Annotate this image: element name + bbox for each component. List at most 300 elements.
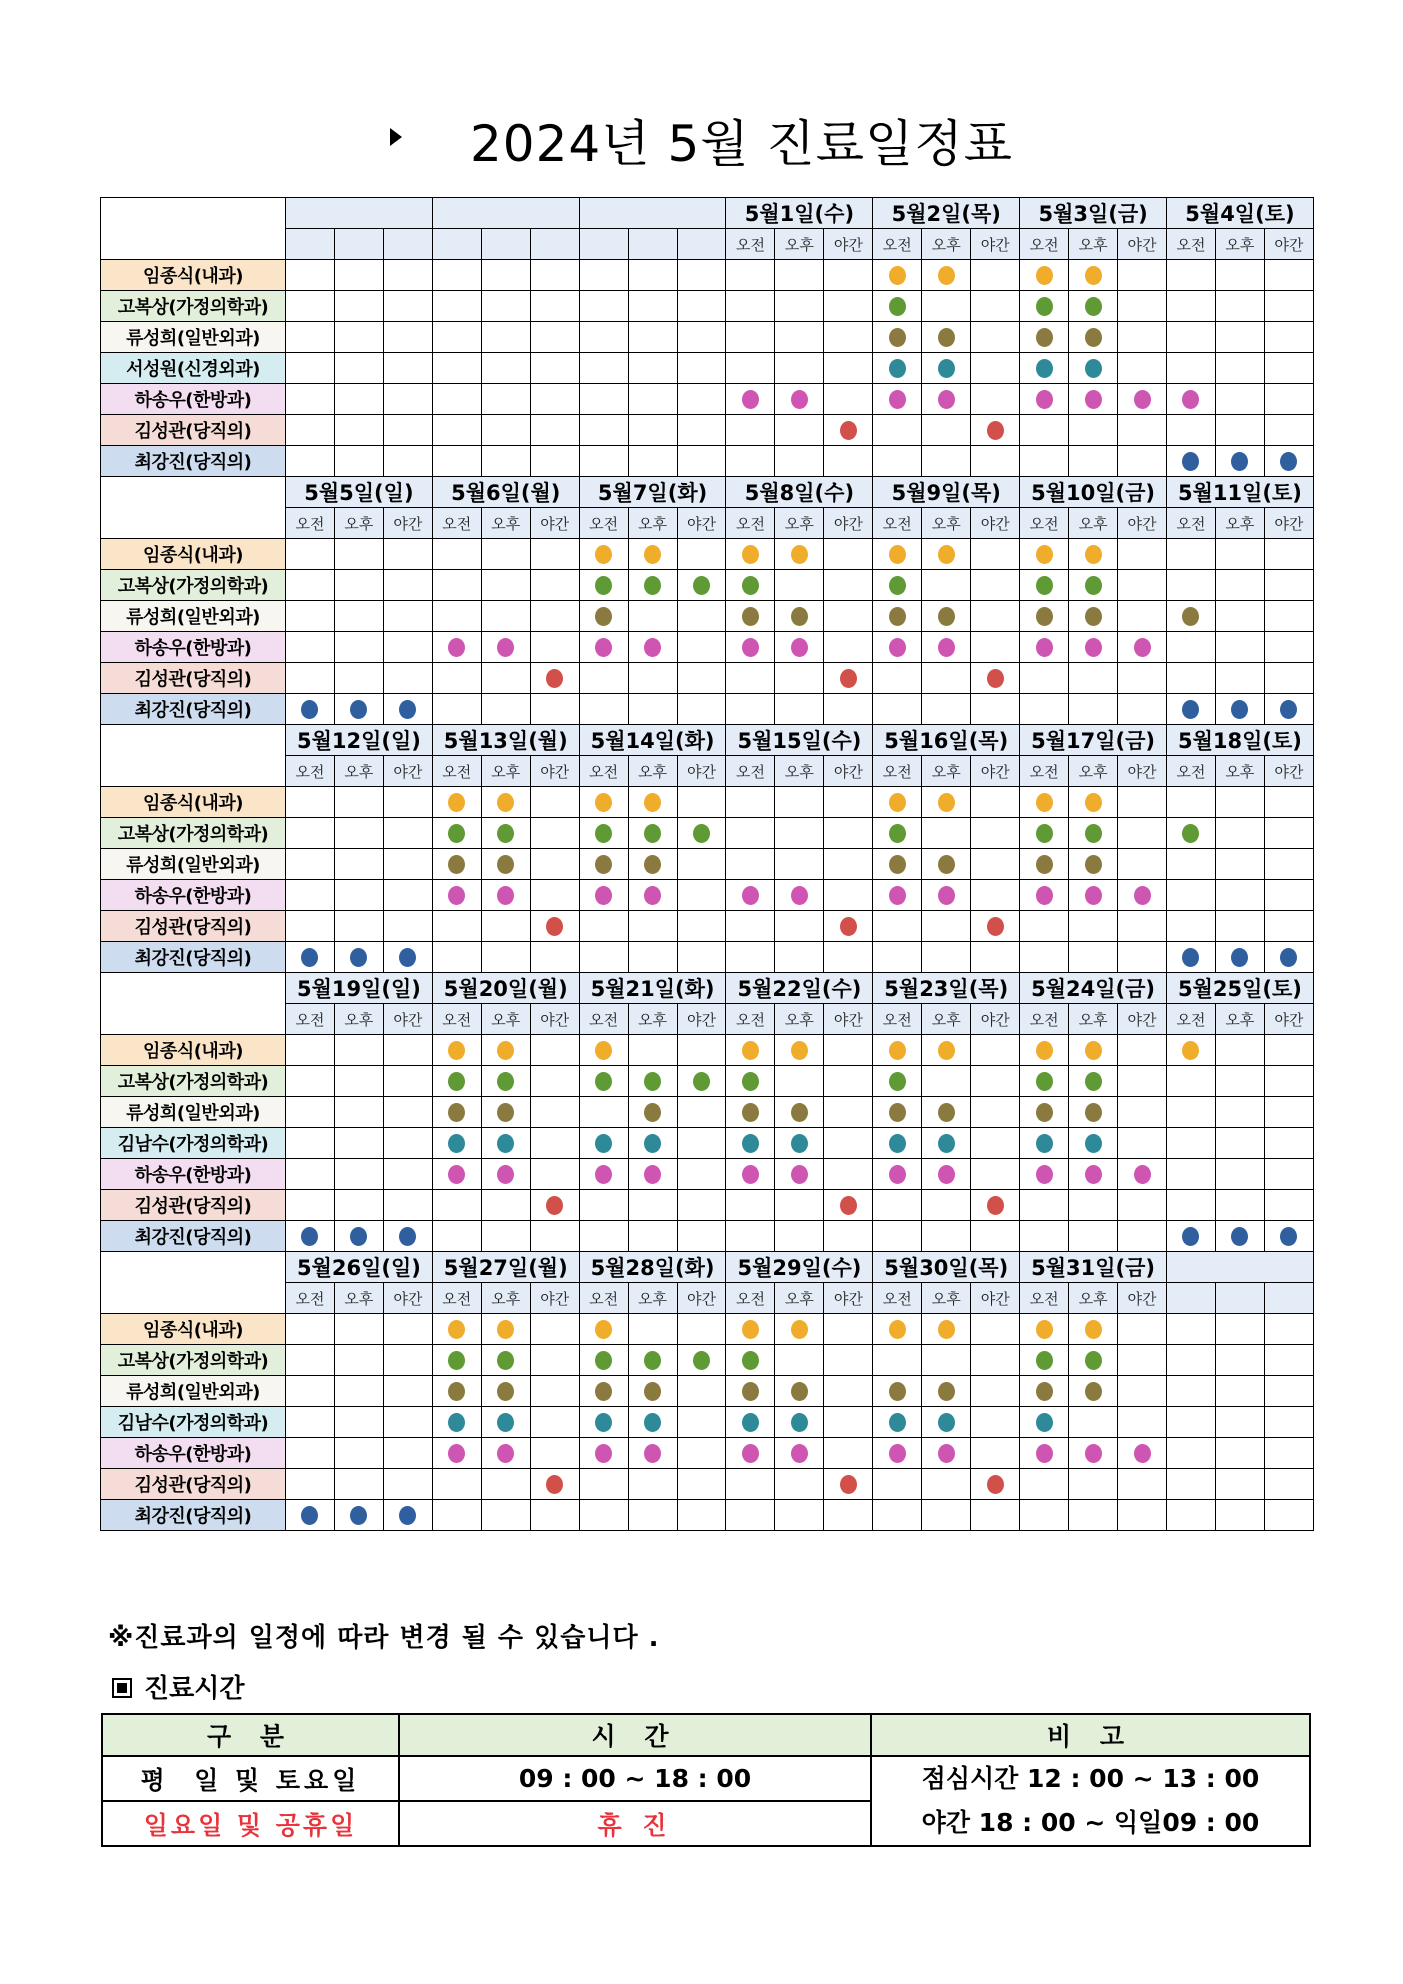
schedule-cell bbox=[775, 911, 824, 942]
on-duty-dot-icon bbox=[889, 359, 906, 378]
schedule-cell bbox=[1020, 1035, 1069, 1066]
schedule-cell bbox=[824, 849, 873, 880]
doctor-row bbox=[101, 1345, 1314, 1376]
schedule-cell bbox=[1118, 1469, 1167, 1500]
schedule-cell bbox=[383, 570, 432, 601]
schedule-cell bbox=[286, 694, 335, 725]
schedule-cell bbox=[922, 1221, 971, 1252]
on-duty-dot-icon bbox=[595, 824, 612, 843]
schedule-cell bbox=[873, 1376, 922, 1407]
schedule-cell bbox=[579, 291, 628, 322]
on-duty-dot-icon bbox=[497, 1444, 514, 1463]
doctor-row bbox=[101, 601, 1314, 632]
on-duty-dot-icon bbox=[595, 1320, 612, 1339]
on-duty-dot-icon bbox=[1036, 1320, 1053, 1339]
schedule-cell bbox=[383, 1221, 432, 1252]
on-duty-dot-icon bbox=[889, 638, 906, 657]
schedule-cell bbox=[1020, 570, 1069, 601]
schedule-cell bbox=[628, 632, 677, 663]
on-duty-dot-icon bbox=[595, 1444, 612, 1463]
schedule-cell bbox=[971, 260, 1020, 291]
on-duty-dot-icon bbox=[448, 1444, 465, 1463]
schedule-cell bbox=[775, 260, 824, 291]
schedule-cell bbox=[873, 1221, 922, 1252]
slot-header: 오후 bbox=[1069, 508, 1118, 539]
doctor-name: 하송우(한방과) bbox=[101, 1438, 286, 1469]
schedule-cell bbox=[1020, 849, 1069, 880]
doctor-row bbox=[101, 446, 1314, 477]
slot-header: 야간 bbox=[677, 1004, 726, 1035]
schedule-cell bbox=[677, 353, 726, 384]
schedule-cell bbox=[579, 663, 628, 694]
on-duty-dot-icon bbox=[497, 855, 514, 874]
schedule-cell bbox=[1167, 663, 1216, 694]
schedule-cell bbox=[286, 539, 335, 570]
schedule-cell bbox=[579, 1314, 628, 1345]
doctor-name: 류성희(일반외과) bbox=[101, 1376, 286, 1407]
on-duty-dot-icon bbox=[938, 638, 955, 657]
slot-header bbox=[579, 229, 628, 260]
schedule-cell bbox=[1118, 1159, 1167, 1190]
schedule-cell bbox=[579, 1097, 628, 1128]
on-duty-dot-icon bbox=[1036, 1134, 1053, 1153]
day-header: 5월4일(토) bbox=[1167, 198, 1314, 229]
schedule-cell bbox=[677, 291, 726, 322]
schedule-cell bbox=[1118, 1407, 1167, 1438]
day-header: 5월21일(화) bbox=[579, 973, 726, 1004]
schedule-cell bbox=[726, 942, 775, 973]
schedule-cell bbox=[971, 1221, 1020, 1252]
schedule-cell bbox=[824, 818, 873, 849]
on-duty-dot-icon bbox=[889, 1165, 906, 1184]
on-duty-dot-icon bbox=[938, 855, 955, 874]
holiday-time: 휴 진 bbox=[399, 1801, 871, 1846]
schedule-cell bbox=[1167, 291, 1216, 322]
schedule-cell bbox=[922, 446, 971, 477]
on-duty-dot-icon bbox=[644, 1134, 661, 1153]
on-duty-dot-icon bbox=[1036, 1351, 1053, 1370]
schedule-cell bbox=[432, 260, 481, 291]
on-duty-dot-icon bbox=[1134, 638, 1151, 657]
schedule-cell bbox=[726, 1469, 775, 1500]
day-header: 5월31일(금) bbox=[1020, 1252, 1167, 1283]
slot-header bbox=[334, 229, 383, 260]
schedule-cell bbox=[677, 601, 726, 632]
on-duty-dot-icon bbox=[791, 545, 808, 564]
schedule-cell bbox=[1215, 1345, 1264, 1376]
on-duty-dot-icon bbox=[595, 1382, 612, 1401]
schedule-cell bbox=[432, 539, 481, 570]
schedule-cell bbox=[971, 1407, 1020, 1438]
schedule-cell bbox=[481, 446, 530, 477]
schedule-cell bbox=[1118, 291, 1167, 322]
schedule-cell bbox=[1118, 415, 1167, 446]
schedule-cell bbox=[824, 353, 873, 384]
schedule-cell bbox=[1118, 1221, 1167, 1252]
schedule-cell bbox=[726, 787, 775, 818]
schedule-cell bbox=[628, 446, 677, 477]
schedule-cell bbox=[1215, 322, 1264, 353]
schedule-cell bbox=[334, 353, 383, 384]
schedule-cell bbox=[726, 1128, 775, 1159]
schedule-cell bbox=[334, 1035, 383, 1066]
doctor-row bbox=[101, 353, 1314, 384]
schedule-cell bbox=[1264, 415, 1313, 446]
schedule-cell bbox=[1118, 1035, 1167, 1066]
schedule-cell bbox=[1167, 818, 1216, 849]
schedule-cell bbox=[1215, 1097, 1264, 1128]
schedule-cell bbox=[726, 911, 775, 942]
header-corner bbox=[101, 973, 286, 1035]
schedule-cell bbox=[530, 353, 579, 384]
schedule-cell bbox=[1069, 1407, 1118, 1438]
slot-header: 오전 bbox=[1020, 756, 1069, 787]
schedule-cell bbox=[286, 1345, 335, 1376]
doctor-name: 최강진(당직의) bbox=[101, 446, 286, 477]
schedule-cell bbox=[1264, 1345, 1313, 1376]
slot-header: 야간 bbox=[971, 229, 1020, 260]
on-duty-dot-icon bbox=[840, 1196, 857, 1215]
schedule-cell bbox=[1020, 1469, 1069, 1500]
slot-header: 오후 bbox=[775, 1283, 824, 1314]
schedule-cell bbox=[824, 663, 873, 694]
on-duty-dot-icon bbox=[889, 390, 906, 409]
header-category: 구 분 bbox=[102, 1714, 399, 1756]
schedule-cell bbox=[873, 694, 922, 725]
day-header: 5월8일(수) bbox=[726, 477, 873, 508]
schedule-cell bbox=[1069, 260, 1118, 291]
day-header: 5월7일(화) bbox=[579, 477, 726, 508]
day-header: 5월12일(일) bbox=[286, 725, 433, 756]
doctor-row bbox=[101, 539, 1314, 570]
schedule-cell bbox=[1264, 1035, 1313, 1066]
slot-header: 야간 bbox=[971, 1283, 1020, 1314]
doctor-name: 하송우(한방과) bbox=[101, 632, 286, 663]
on-duty-dot-icon bbox=[693, 824, 710, 843]
on-duty-dot-icon bbox=[693, 576, 710, 595]
schedule-cell bbox=[286, 942, 335, 973]
square-bullet-icon bbox=[112, 1678, 132, 1698]
on-duty-dot-icon bbox=[497, 1041, 514, 1060]
on-duty-dot-icon bbox=[938, 1041, 955, 1060]
on-duty-dot-icon bbox=[889, 576, 906, 595]
schedule-cell bbox=[530, 1314, 579, 1345]
slot-header: 오전 bbox=[432, 1004, 481, 1035]
schedule-cell bbox=[971, 942, 1020, 973]
slot-header: 오후 bbox=[1215, 756, 1264, 787]
slot-header: 오전 bbox=[726, 1283, 775, 1314]
schedule-cell bbox=[971, 694, 1020, 725]
schedule-cell bbox=[1020, 911, 1069, 942]
week-day-header-row bbox=[101, 1252, 1314, 1283]
on-duty-dot-icon bbox=[644, 886, 661, 905]
on-duty-dot-icon bbox=[1085, 328, 1102, 347]
day-header: 5월23일(목) bbox=[873, 973, 1020, 1004]
schedule-cell bbox=[1264, 353, 1313, 384]
schedule-cell bbox=[775, 601, 824, 632]
schedule-cell bbox=[579, 1190, 628, 1221]
slot-header: 오전 bbox=[726, 508, 775, 539]
schedule-cell bbox=[1118, 601, 1167, 632]
doctor-row bbox=[101, 1066, 1314, 1097]
schedule-cell bbox=[726, 353, 775, 384]
schedule-cell bbox=[383, 818, 432, 849]
on-duty-dot-icon bbox=[987, 1196, 1004, 1215]
schedule-cell bbox=[334, 1221, 383, 1252]
on-duty-dot-icon bbox=[742, 390, 759, 409]
schedule-cell bbox=[922, 291, 971, 322]
schedule-cell bbox=[1215, 942, 1264, 973]
schedule-cell bbox=[334, 291, 383, 322]
schedule-cell bbox=[873, 384, 922, 415]
schedule-cell bbox=[481, 663, 530, 694]
on-duty-dot-icon bbox=[840, 421, 857, 440]
day-header bbox=[286, 198, 433, 229]
on-duty-dot-icon bbox=[595, 576, 612, 595]
slot-header: 오전 bbox=[873, 229, 922, 260]
schedule-cell bbox=[1215, 694, 1264, 725]
schedule-cell bbox=[1020, 818, 1069, 849]
slot-header: 야간 bbox=[1118, 508, 1167, 539]
schedule-cell bbox=[1215, 849, 1264, 880]
schedule-cell bbox=[383, 942, 432, 973]
schedule-cell bbox=[383, 384, 432, 415]
schedule-cell bbox=[286, 1097, 335, 1128]
schedule-cell bbox=[628, 942, 677, 973]
schedule-cell bbox=[775, 570, 824, 601]
slot-header: 오후 bbox=[775, 1004, 824, 1035]
schedule-cell bbox=[971, 446, 1020, 477]
slot-header bbox=[1264, 1283, 1313, 1314]
week-day-header-row bbox=[101, 725, 1314, 756]
on-duty-dot-icon bbox=[644, 793, 661, 812]
on-duty-dot-icon bbox=[1036, 607, 1053, 626]
day-header: 5월11일(토) bbox=[1167, 477, 1314, 508]
schedule-cell bbox=[286, 1066, 335, 1097]
day-header: 5월24일(금) bbox=[1020, 973, 1167, 1004]
schedule-cell bbox=[726, 1097, 775, 1128]
on-duty-dot-icon bbox=[1036, 1165, 1053, 1184]
schedule-cell bbox=[383, 1500, 432, 1531]
schedule-cell bbox=[383, 446, 432, 477]
schedule-cell bbox=[873, 663, 922, 694]
remarks-cell bbox=[871, 1756, 1310, 1846]
doctor-row bbox=[101, 1035, 1314, 1066]
schedule-cell bbox=[873, 446, 922, 477]
slot-header: 오후 bbox=[481, 1004, 530, 1035]
schedule-cell bbox=[1118, 1376, 1167, 1407]
schedule-cell bbox=[1167, 1500, 1216, 1531]
schedule-cell bbox=[286, 384, 335, 415]
on-duty-dot-icon bbox=[889, 1134, 906, 1153]
slot-header: 야간 bbox=[824, 1004, 873, 1035]
on-duty-dot-icon bbox=[595, 607, 612, 626]
on-duty-dot-icon bbox=[497, 638, 514, 657]
on-duty-dot-icon bbox=[301, 1227, 318, 1246]
on-duty-dot-icon bbox=[889, 1103, 906, 1122]
slot-header: 야간 bbox=[530, 508, 579, 539]
day-header: 5월28일(화) bbox=[579, 1252, 726, 1283]
schedule-cell bbox=[383, 1469, 432, 1500]
schedule-cell bbox=[481, 539, 530, 570]
schedule-cell bbox=[383, 1376, 432, 1407]
schedule-cell bbox=[824, 911, 873, 942]
on-duty-dot-icon bbox=[644, 824, 661, 843]
on-duty-dot-icon bbox=[1085, 824, 1102, 843]
schedule-cell bbox=[481, 880, 530, 911]
schedule-cell bbox=[530, 1190, 579, 1221]
day-header: 5월18일(토) bbox=[1167, 725, 1314, 756]
slot-header: 오전 bbox=[579, 508, 628, 539]
schedule-cell bbox=[922, 1438, 971, 1469]
schedule-cell bbox=[579, 322, 628, 353]
schedule-cell bbox=[286, 1438, 335, 1469]
schedule-cell bbox=[334, 694, 383, 725]
on-duty-dot-icon bbox=[938, 1165, 955, 1184]
schedule-cell bbox=[922, 384, 971, 415]
schedule-cell bbox=[1264, 1438, 1313, 1469]
schedule-cell bbox=[530, 787, 579, 818]
slot-header bbox=[481, 229, 530, 260]
hours-table bbox=[101, 1713, 1311, 1847]
schedule-cell bbox=[677, 1345, 726, 1376]
on-duty-dot-icon bbox=[742, 545, 759, 564]
day-header: 5월13일(월) bbox=[432, 725, 579, 756]
schedule-cell bbox=[1264, 1376, 1313, 1407]
schedule-cell bbox=[383, 1190, 432, 1221]
schedule-cell bbox=[1215, 260, 1264, 291]
on-duty-dot-icon bbox=[1036, 1103, 1053, 1122]
schedule-cell bbox=[481, 1407, 530, 1438]
schedule-cell bbox=[579, 1376, 628, 1407]
schedule-cell bbox=[1118, 787, 1167, 818]
doctor-row bbox=[101, 1190, 1314, 1221]
on-duty-dot-icon bbox=[791, 607, 808, 626]
schedule-cell bbox=[1118, 446, 1167, 477]
on-duty-dot-icon bbox=[448, 638, 465, 657]
doctor-row bbox=[101, 1407, 1314, 1438]
schedule-cell bbox=[432, 1066, 481, 1097]
day-header: 5월2일(목) bbox=[873, 198, 1020, 229]
schedule-cell bbox=[971, 663, 1020, 694]
on-duty-dot-icon bbox=[742, 1165, 759, 1184]
schedule-cell bbox=[971, 291, 1020, 322]
schedule-cell bbox=[628, 849, 677, 880]
schedule-cell bbox=[971, 570, 1020, 601]
on-duty-dot-icon bbox=[938, 1320, 955, 1339]
slot-header: 야간 bbox=[971, 508, 1020, 539]
hours-table-header bbox=[102, 1714, 1310, 1756]
on-duty-dot-icon bbox=[791, 1165, 808, 1184]
on-duty-dot-icon bbox=[1036, 390, 1053, 409]
schedule-cell bbox=[286, 1128, 335, 1159]
on-duty-dot-icon bbox=[889, 793, 906, 812]
schedule-cell bbox=[677, 570, 726, 601]
on-duty-dot-icon bbox=[742, 1134, 759, 1153]
schedule-cell bbox=[873, 1314, 922, 1345]
schedule-cell bbox=[873, 632, 922, 663]
schedule-cell bbox=[1215, 1500, 1264, 1531]
schedule-cell bbox=[775, 322, 824, 353]
on-duty-dot-icon bbox=[1036, 266, 1053, 285]
schedule-cell bbox=[481, 1469, 530, 1500]
schedule-cell bbox=[922, 353, 971, 384]
schedule-cell bbox=[873, 1407, 922, 1438]
on-duty-dot-icon bbox=[546, 917, 563, 936]
on-duty-dot-icon bbox=[1085, 1041, 1102, 1060]
schedule-cell bbox=[775, 787, 824, 818]
schedule-cell bbox=[1215, 1314, 1264, 1345]
doctor-name: 김성관(당직의) bbox=[101, 1469, 286, 1500]
schedule-cell bbox=[334, 539, 383, 570]
on-duty-dot-icon bbox=[791, 1382, 808, 1401]
doctor-row bbox=[101, 1376, 1314, 1407]
schedule-cell bbox=[922, 1407, 971, 1438]
day-header bbox=[432, 198, 579, 229]
on-duty-dot-icon bbox=[1085, 1382, 1102, 1401]
schedule-cell bbox=[286, 818, 335, 849]
schedule-cell bbox=[1118, 570, 1167, 601]
schedule-cell bbox=[383, 1159, 432, 1190]
schedule-cell bbox=[1118, 1066, 1167, 1097]
schedule-cell bbox=[1264, 384, 1313, 415]
schedule-cell bbox=[1069, 539, 1118, 570]
on-duty-dot-icon bbox=[889, 266, 906, 285]
on-duty-dot-icon bbox=[448, 824, 465, 843]
schedule-cell bbox=[1069, 632, 1118, 663]
schedule-change-notice: ※진료과의 일정에 따라 변경 될 수 있습니다 . bbox=[108, 1623, 660, 1653]
schedule-cell bbox=[432, 880, 481, 911]
schedule-cell bbox=[579, 353, 628, 384]
on-duty-dot-icon bbox=[1085, 1165, 1102, 1184]
schedule-cell bbox=[971, 1190, 1020, 1221]
on-duty-dot-icon bbox=[791, 886, 808, 905]
schedule-cell bbox=[677, 1314, 726, 1345]
schedule-cell bbox=[1167, 1345, 1216, 1376]
schedule-cell bbox=[1069, 353, 1118, 384]
slot-header: 오후 bbox=[1069, 1283, 1118, 1314]
schedule-cell bbox=[481, 601, 530, 632]
schedule-cell bbox=[579, 1407, 628, 1438]
doctor-row bbox=[101, 1097, 1314, 1128]
schedule-cell bbox=[1167, 1376, 1216, 1407]
schedule-cell bbox=[383, 911, 432, 942]
schedule-cell bbox=[824, 601, 873, 632]
schedule-cell bbox=[579, 818, 628, 849]
on-duty-dot-icon bbox=[595, 545, 612, 564]
schedule-cell bbox=[824, 1190, 873, 1221]
schedule-cell bbox=[677, 849, 726, 880]
schedule-cell bbox=[971, 1035, 1020, 1066]
schedule-cell bbox=[677, 818, 726, 849]
schedule-cell bbox=[677, 911, 726, 942]
schedule-cell bbox=[1264, 570, 1313, 601]
slot-header: 오후 bbox=[334, 756, 383, 787]
on-duty-dot-icon bbox=[399, 700, 416, 719]
schedule-cell bbox=[286, 787, 335, 818]
schedule-cell bbox=[1020, 1345, 1069, 1376]
schedule-cell bbox=[873, 1438, 922, 1469]
doctor-row bbox=[101, 1469, 1314, 1500]
schedule-cell bbox=[481, 260, 530, 291]
schedule-cell bbox=[481, 1438, 530, 1469]
schedule-cell bbox=[286, 415, 335, 446]
schedule-cell bbox=[1118, 942, 1167, 973]
schedule-cell bbox=[1215, 1066, 1264, 1097]
slot-header: 오후 bbox=[481, 1283, 530, 1314]
doctor-name: 하송우(한방과) bbox=[101, 1159, 286, 1190]
schedule-cell bbox=[481, 1345, 530, 1376]
